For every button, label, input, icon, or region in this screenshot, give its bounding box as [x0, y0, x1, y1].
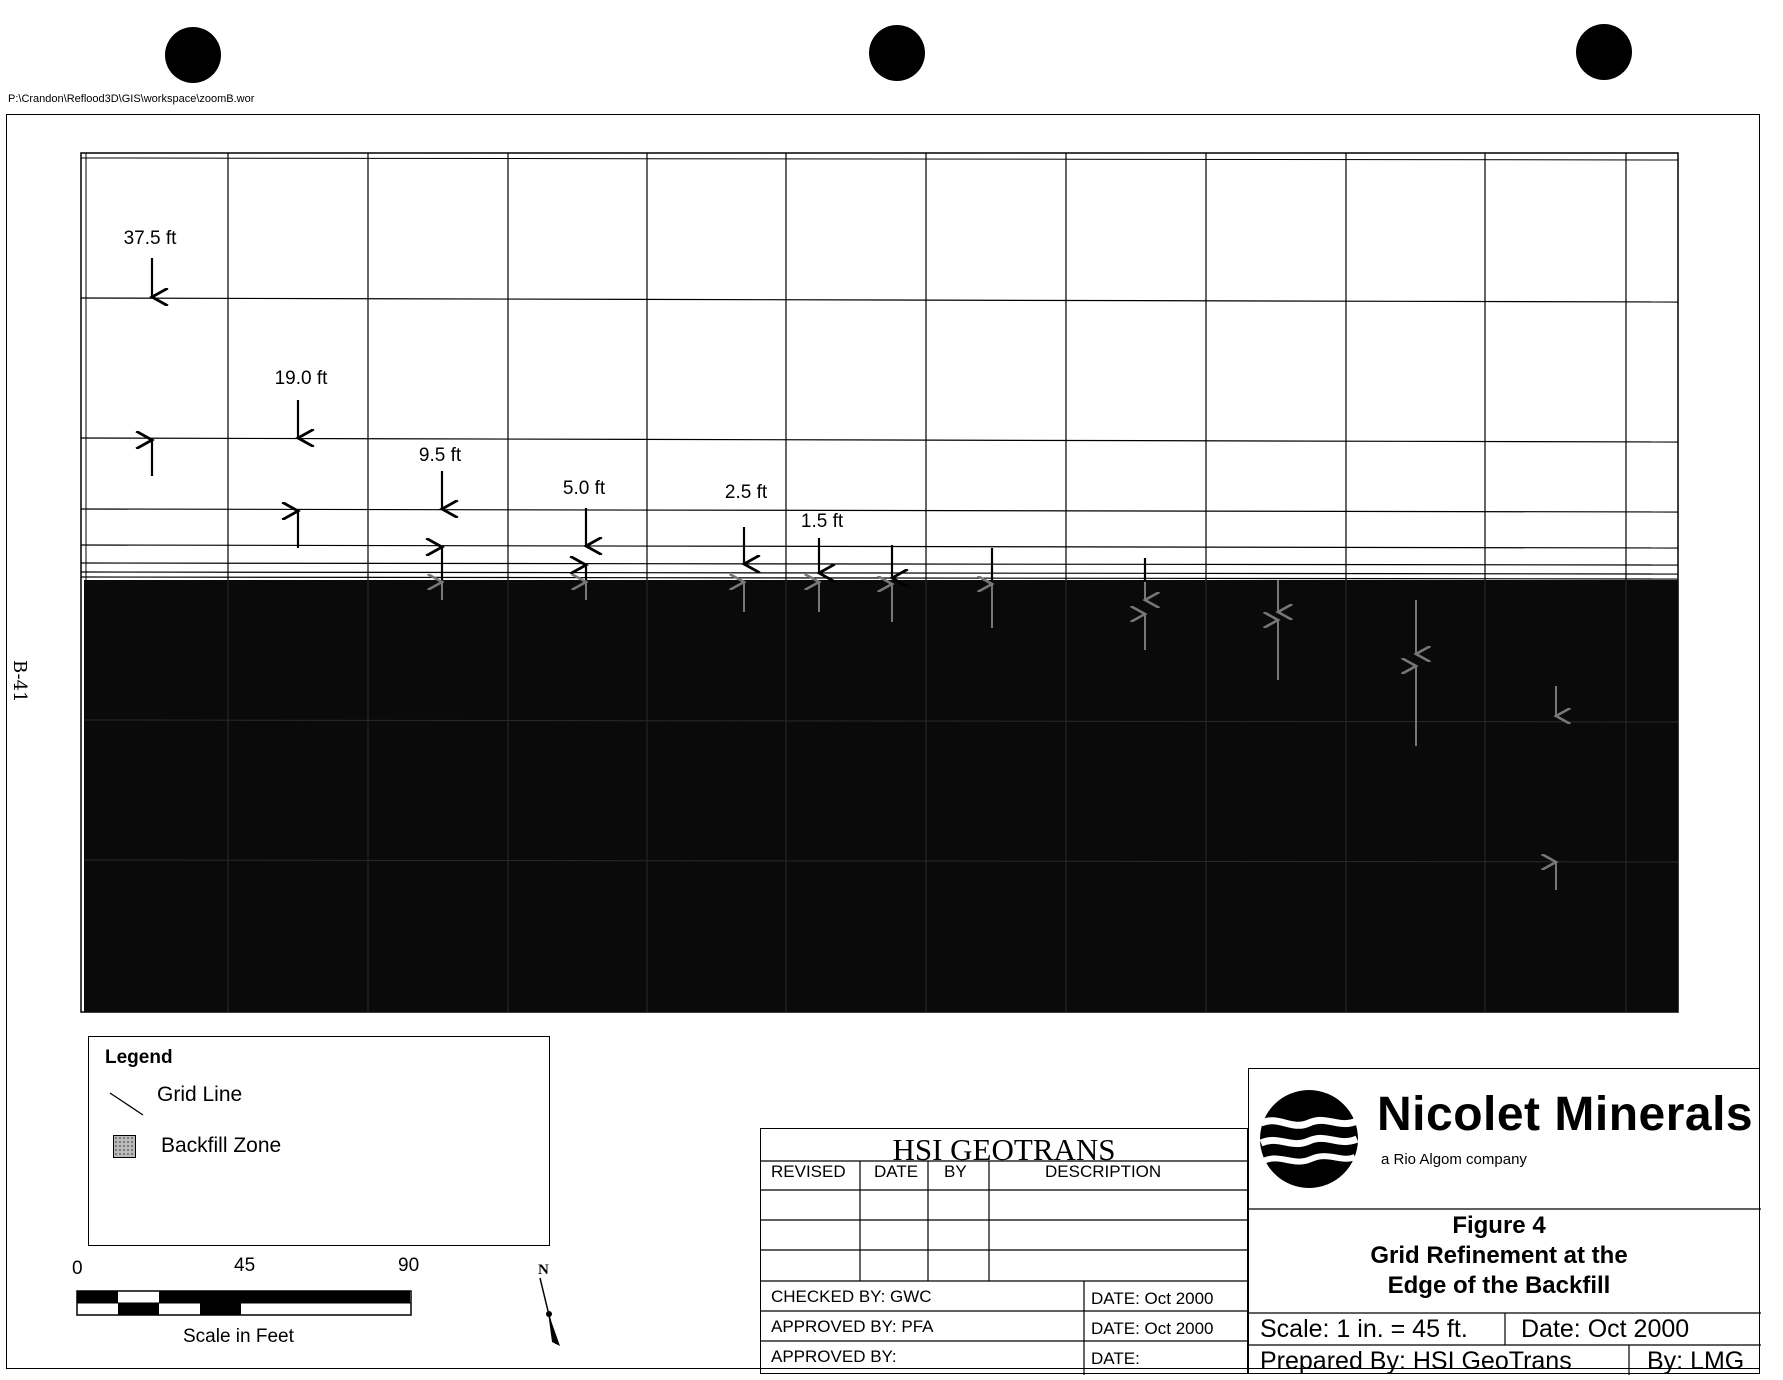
scale-text: Scale: 1 in. = 45 ft.: [1260, 1315, 1468, 1343]
approved-date-1: DATE: Oct 2000: [1091, 1319, 1214, 1338]
logo-title-block: [1248, 1068, 1760, 1374]
north-arrow-icon: [532, 1276, 564, 1348]
vertical-grid-lines: [228, 153, 1626, 580]
approved-by-1: APPROVED BY: PFA: [771, 1317, 934, 1336]
backfill-zone: [84, 580, 1678, 1012]
spacing-label-37-5: 37.5 ft: [123, 228, 177, 249]
spacing-label-5-0: 5.0 ft: [562, 478, 606, 499]
legend-grid-line-label: Grid Line: [157, 1083, 243, 1106]
grid-line-symbol: [107, 1089, 147, 1119]
checked-by: CHECKED BY: GWC: [771, 1287, 932, 1306]
horizontal-grid-lines: [81, 298, 1678, 579]
figure-number: Figure 4: [1452, 1212, 1546, 1239]
scale-tick-90: 90: [398, 1255, 420, 1276]
drawn-by: By: LMG: [1647, 1347, 1745, 1375]
spacing-label-9-5: 9.5 ft: [418, 445, 462, 466]
legend-title: Legend: [105, 1047, 173, 1068]
company-subtitle: a Rio Algom company: [1381, 1151, 1527, 1168]
backfill-zone-swatch: [113, 1135, 136, 1158]
legend-backfill-zone-label: Backfill Zone: [161, 1134, 282, 1157]
scale-caption: Scale in Feet: [183, 1326, 294, 1347]
figure-title-line-1: Grid Refinement at the: [1370, 1242, 1628, 1269]
north-label: N: [538, 1262, 549, 1278]
legend-box: [88, 1036, 550, 1246]
spacing-label-1-5: 1.5 ft: [800, 511, 844, 532]
spacing-label-19-0: 19.0 ft: [274, 368, 328, 389]
date-text: Date: Oct 2000: [1521, 1315, 1690, 1343]
checked-date: DATE: Oct 2000: [1091, 1289, 1214, 1308]
approved-by-2: APPROVED BY:: [771, 1347, 897, 1366]
prepared-by: Prepared By: HSI GeoTrans: [1260, 1347, 1572, 1375]
scale-bar: [76, 1290, 412, 1316]
grid-line: [81, 158, 1678, 160]
file-path: P:\Crandon\Reflood3D\GIS\workspace\zoomB.wor: [8, 93, 255, 105]
col-revised: REVISED: [771, 1162, 846, 1181]
figure-title-line-2: Edge of the Backfill: [1387, 1272, 1611, 1299]
spacing-label-2-5: 2.5 ft: [724, 482, 768, 503]
dimension-arrows: [152, 258, 1145, 580]
scale-tick-45: 45: [234, 1255, 256, 1276]
side-label: B-41: [9, 660, 30, 703]
col-date: DATE: [874, 1162, 919, 1181]
scale-tick-0: 0: [72, 1258, 83, 1279]
company-name: Nicolet Minerals: [1377, 1088, 1754, 1141]
revision-title-block: [760, 1128, 1248, 1374]
col-description: DESCRIPTION: [1045, 1162, 1162, 1181]
title-block-company: HSI GEOTRANS: [892, 1132, 1116, 1167]
col-by: BY: [944, 1162, 967, 1181]
approved-date-2: DATE:: [1091, 1349, 1140, 1368]
